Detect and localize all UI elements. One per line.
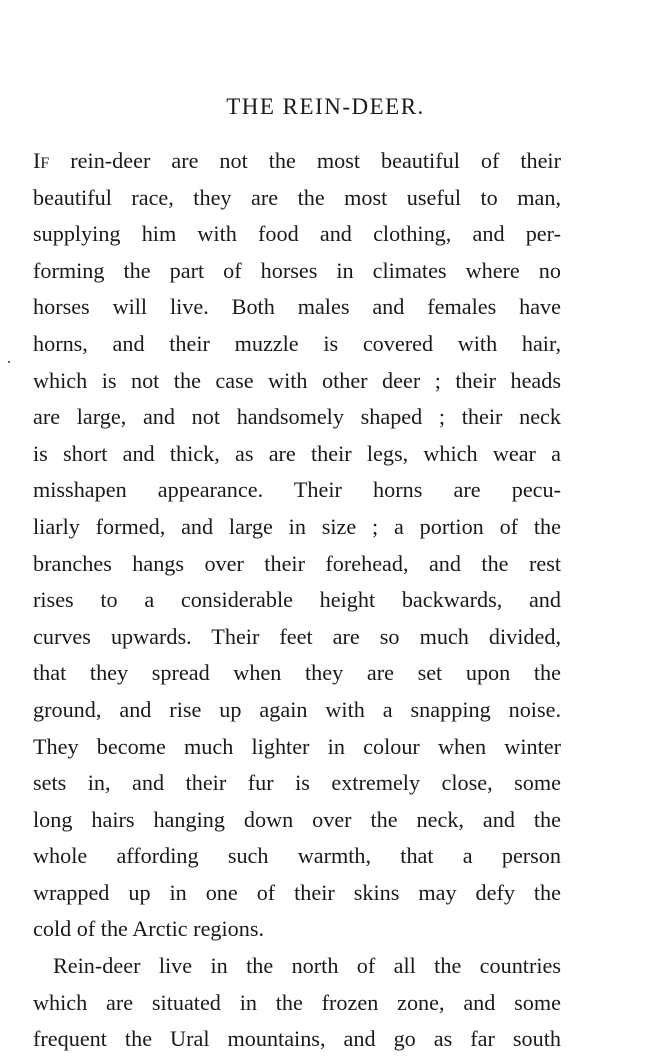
ink-speck (8, 361, 10, 363)
paragraph-1-line: long hairs hanging down over the neck, and the (33, 806, 561, 832)
paragraph-2-line-1: Rein-deer live in the north of all the countries (53, 953, 561, 979)
paragraph-1-line: is short and thick, as are their legs, which wear a (33, 440, 561, 466)
paragraph-1-line: horses will live. Both males and females have (33, 294, 561, 320)
paragraph-1-line-1: If rein-deer are not the most beautiful of their (33, 148, 561, 173)
paragraph-1-line: forming the part of horses in climates where no (33, 257, 561, 283)
paragraph-1-line: horns, and their muzzle is covered with hair, (33, 330, 561, 356)
paragraph-1-line: ground, and rise up again with a snapping noise. (33, 696, 561, 722)
paragraph-1-line: sets in, and their fur is extremely close, some (33, 770, 561, 796)
paragraph-1-line: liarly formed, and large in size ; a portion of the (33, 513, 561, 539)
paragraph-1-line: beautiful race, they are the most useful to man, (33, 184, 561, 210)
paragraph-2-line: frequent the Ural mountains, and go as far south (33, 1026, 561, 1052)
paragraph-1-line: supplying him with food and clothing, and per- (33, 221, 561, 247)
paragraph-1-line: curves upwards. Their feet are so much divided, (33, 623, 561, 649)
paragraph-1-line: misshapen appearance. Their horns are pecu- (33, 477, 561, 503)
chapter-title: THE REIN-DEER. (226, 94, 425, 119)
paragraph-2-line: which are situated in the frozen zone, and some (33, 989, 561, 1015)
paragraph-1-line: rises to a considerable height backwards, and (33, 587, 561, 613)
paragraph-1-line: wrapped up in one of their skins may defy the (33, 879, 561, 905)
paragraph-1-line: whole affording such warmth, that a person (33, 843, 561, 869)
paragraph-1-line: which is not the case with other deer ; their heads (33, 367, 561, 393)
body-text (33, 143, 561, 1058)
paragraph-1-line: are large, and not handsomely shaped ; their neck (33, 404, 561, 430)
paragraph-1-line: They become much lighter in colour when winter (33, 733, 561, 759)
paragraph-1-line: that they spread when they are set upon the (33, 660, 561, 686)
paragraph-1-line: branches hangs over their forehead, and the rest (33, 550, 561, 576)
paragraph-1-last-line: cold of the Arctic regions. (33, 916, 265, 942)
drop-lead-word: If (33, 148, 50, 173)
